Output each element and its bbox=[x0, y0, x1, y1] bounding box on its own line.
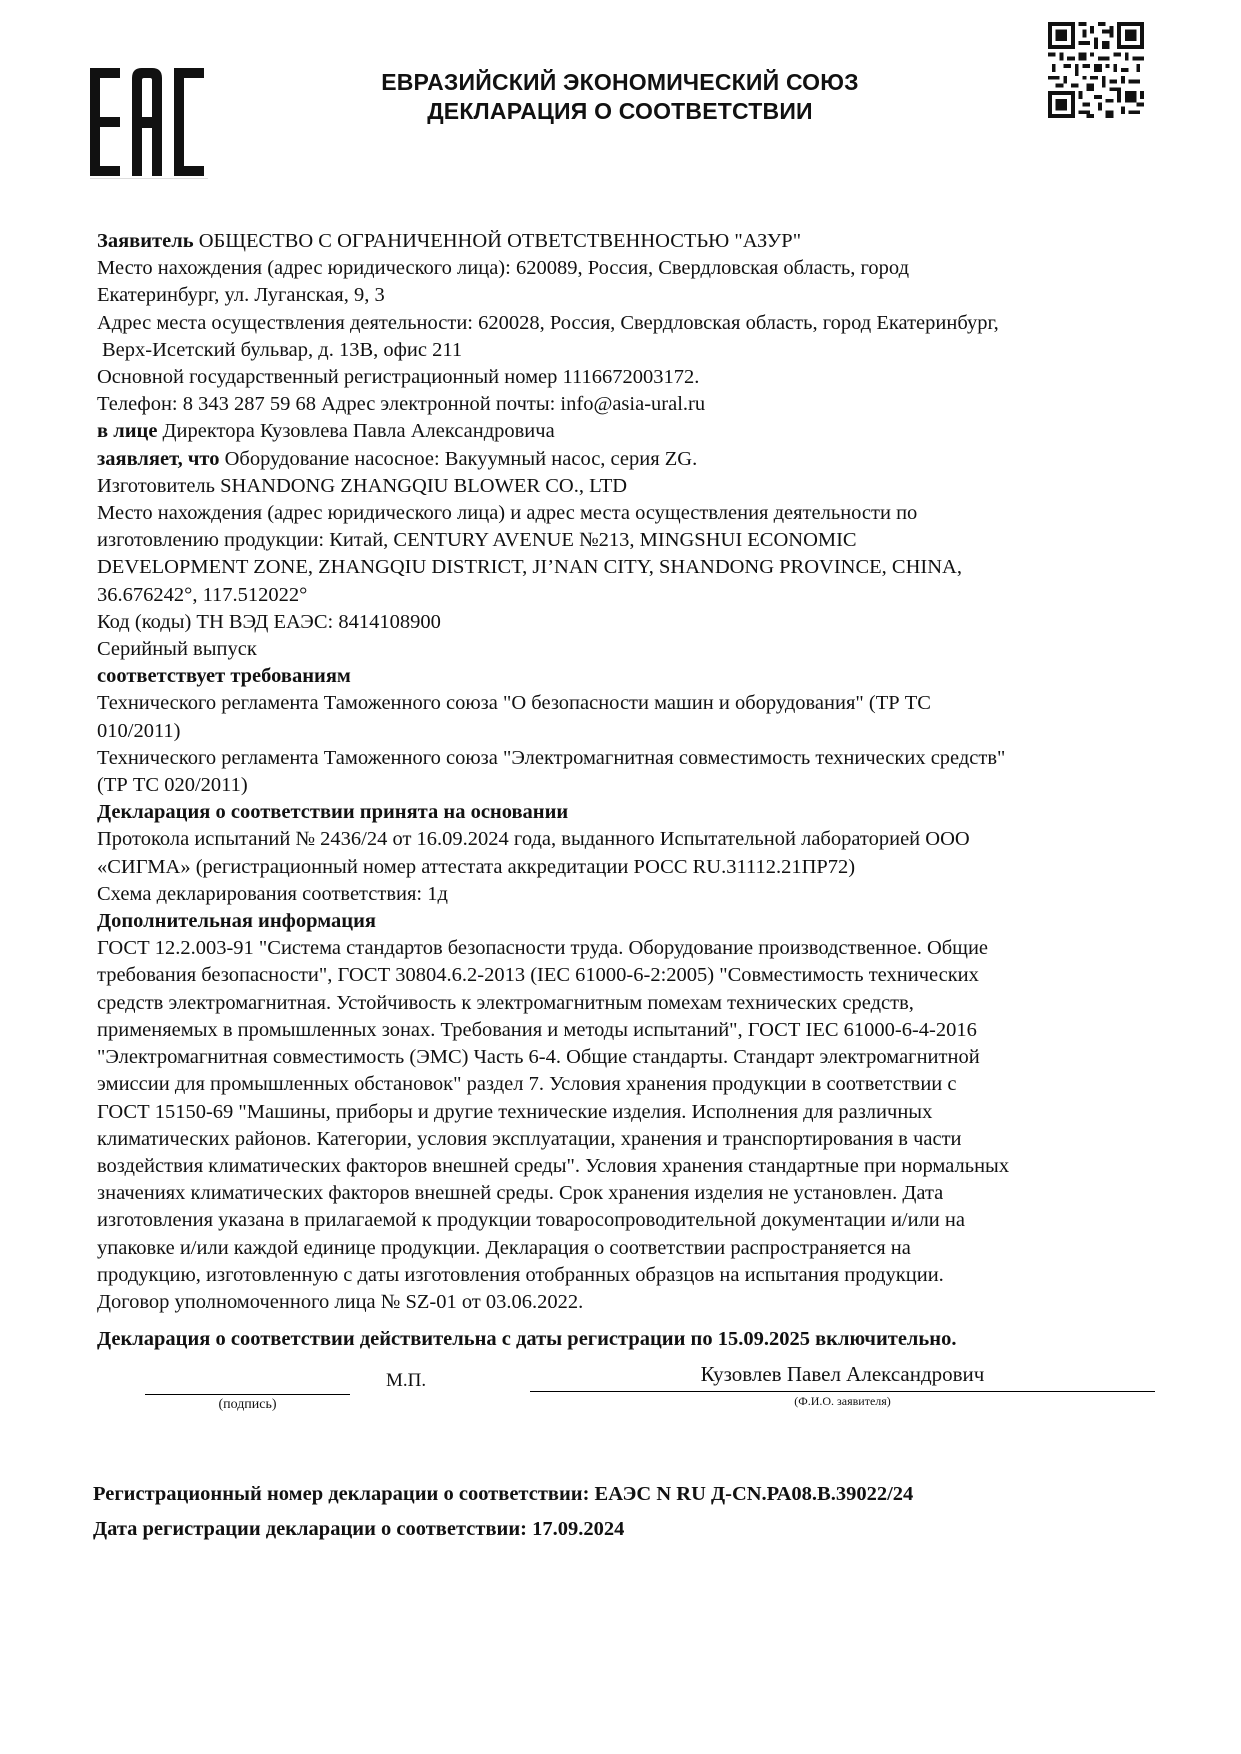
additional-line: продукцию, изготовленную с даты изготовления отобранных образцов на испытания продукции. bbox=[97, 1263, 944, 1286]
signatory-name-line bbox=[530, 1391, 1155, 1392]
additional-line: упаковке и/или каждой единице продукции. Декларация о соответствии распространяется на bbox=[97, 1236, 911, 1259]
manufacturer-address-1: Место нахождения (адрес юридического лица) и адрес места осуществления деятельности по bbox=[97, 502, 918, 525]
additional-line: Договор уполномоченного лица № SZ-01 от 03.06.2022. bbox=[97, 1290, 584, 1313]
eac-logo bbox=[90, 68, 204, 176]
signature-line bbox=[145, 1394, 350, 1395]
header-title: ДЕКЛАРАЦИЯ О СООТВЕТСТВИИ bbox=[427, 98, 813, 124]
additional-line: ГОСТ 12.2.003-91 "Система стандартов безопасности труда. Оборудование производственное. Общие bbox=[97, 937, 989, 960]
manufacturer-address-3: DEVELOPMENT ZONE, ZHANGQIU DISTRICT, JI’NAN CITY, SHANDONG PROVINCE, CHINA, bbox=[97, 556, 962, 579]
additional-line: средств электромагнитная. Устойчивость к электромагнитным помехам технических средств, bbox=[97, 991, 914, 1014]
additional-line: требования безопасности", ГОСТ 30804.6.2-2013 (IEC 61000-6-2:2005) "Совместимость технических bbox=[97, 964, 979, 987]
registration-number: Регистрационный номер декларации о соответствии: ЕАЭС N RU Д-CN.РА08.В.39022/24 bbox=[93, 1483, 914, 1505]
additional-line: воздействия климатических факторов внешней среды". Условия хранения стандартные при нормальных bbox=[97, 1154, 1010, 1177]
declares-line: заявляет, что Оборудование насосное: Вакуумный насос, серия ZG. bbox=[97, 447, 698, 470]
signatory-name-label: (Ф.И.О. заявителя) bbox=[794, 1394, 891, 1408]
additional-heading: Дополнительная информация bbox=[97, 910, 376, 933]
basis-heading: Декларация о соответствии принята на основании bbox=[97, 801, 569, 824]
regulation-2-line-2: (ТР ТС 020/2011) bbox=[97, 774, 248, 797]
representative-line: в лице Директора Кузовлева Павла Александровича bbox=[97, 420, 555, 443]
scheme-line: Схема декларирования соответствия: 1д bbox=[97, 882, 448, 905]
legal-address-line-1: Место нахождения (адрес юридического лица): 620089, Россия, Свердловская область, город bbox=[97, 257, 910, 280]
additional-line: климатических районов. Категории, условия эксплуатации, хранения и транспортирования в части bbox=[97, 1127, 962, 1150]
release-line: Серийный выпуск bbox=[97, 638, 257, 661]
manufacturer-line: Изготовитель SHANDONG ZHANGQIU BLOWER CO., LTD bbox=[97, 474, 628, 497]
requirements-heading: соответствует требованиям bbox=[97, 665, 351, 688]
additional-line: значениях климатических факторов внешней среды. Срок хранения изделия не установлен. Дата bbox=[97, 1182, 944, 1205]
qr-code bbox=[1048, 22, 1144, 118]
additional-line: "Электромагнитная совместимость (ЭМС) Часть 6-4. Общие стандарты. Стандарт электромагнитной bbox=[97, 1046, 980, 1069]
activity-address-line-2: Верх-Исетский бульвар, д. 13В, офис 211 bbox=[102, 338, 463, 361]
additional-line: ГОСТ 15150-69 "Машины, приборы и другие технические изделия. Исполнения для различных bbox=[97, 1100, 933, 1123]
stamp-placeholder: М.П. bbox=[386, 1370, 427, 1391]
validity-statement: Декларация о соответствии действительна с даты регистрации по 15.09.2025 включительно. bbox=[97, 1328, 957, 1350]
header-union: ЕВРАЗИЙСКИЙ ЭКОНОМИЧЕСКИЙ СОЮЗ bbox=[381, 69, 859, 95]
signature-label: (подпись) bbox=[218, 1397, 277, 1412]
declaration-body bbox=[97, 228, 1157, 1316]
registration-date: Дата регистрации декларации о соответствии: 17.09.2024 bbox=[93, 1518, 625, 1540]
additional-line: изготовления указана в прилагаемой к продукции товаросопроводительной документации и/или на bbox=[97, 1209, 965, 1232]
manufacturer-address-2: изготовлению продукции: Китай, CENTURY AVENUE №213, MINGSHUI ECONOMIC bbox=[97, 529, 857, 552]
regulation-1-line-2: 010/2011) bbox=[97, 719, 181, 742]
legal-address-line-2: Екатеринбург, ул. Луганская, 9, 3 bbox=[97, 284, 385, 307]
manufacturer-address-4: 36.676242°, 117.512022° bbox=[97, 583, 308, 606]
applicant-name: ОБЩЕСТВО С ОГРАНИЧЕННОЙ ОТВЕТСТВЕННОСТЬЮ "АЗУР" bbox=[198, 230, 802, 252]
regulation-1-line-1: Технического регламента Таможенного союза "О безопасности машин и оборудования" (ТР ТС bbox=[97, 692, 931, 715]
activity-address-line-1: Адрес места осуществления деятельности: 620028, Россия, Свердловская область, город Екатеринбург, bbox=[97, 311, 999, 334]
product-name: Оборудование насосное: Вакуумный насос, серия ZG. bbox=[224, 447, 698, 470]
protocol-line-2: «СИГМА» (регистрационный номер аттестата аккредитации РОСС RU.31112.21ПР72) bbox=[97, 855, 856, 878]
document-header bbox=[300, 68, 940, 126]
tn-ved-line: Код (коды) ТН ВЭД ЕАЭС: 8414108900 bbox=[97, 610, 441, 633]
regulation-2-line-1: Технического регламента Таможенного союза "Электромагнитная совместимость технических средств" bbox=[97, 746, 1006, 769]
applicant-line: Заявитель ОБЩЕСТВО С ОГРАНИЧЕННОЙ ОТВЕТСТВЕННОСТЬЮ "АЗУР" bbox=[97, 230, 802, 252]
additional-line: применяемых в промышленных зонах. Требования и методы испытаний", ГОСТ IEC 61000-6-4-2016 bbox=[97, 1018, 977, 1041]
contacts-line: Телефон: 8 343 287 59 68 Адрес электронной почты: info@asia-ural.ru bbox=[97, 393, 706, 416]
protocol-line-1: Протокола испытаний № 2436/24 от 16.09.2024 года, выданного Испытательной лабораторией ООО bbox=[97, 828, 970, 851]
signatory-name: Кузовлев Павел Александрович bbox=[700, 1362, 985, 1386]
additional-line: эмиссии для промышленных обстановок" раздел 7. Условия хранения продукции в соответствии с bbox=[97, 1073, 957, 1096]
ogrn-line: Основной государственный регистрационный номер 1116672003172. bbox=[97, 366, 700, 389]
logo-underline bbox=[90, 178, 208, 179]
